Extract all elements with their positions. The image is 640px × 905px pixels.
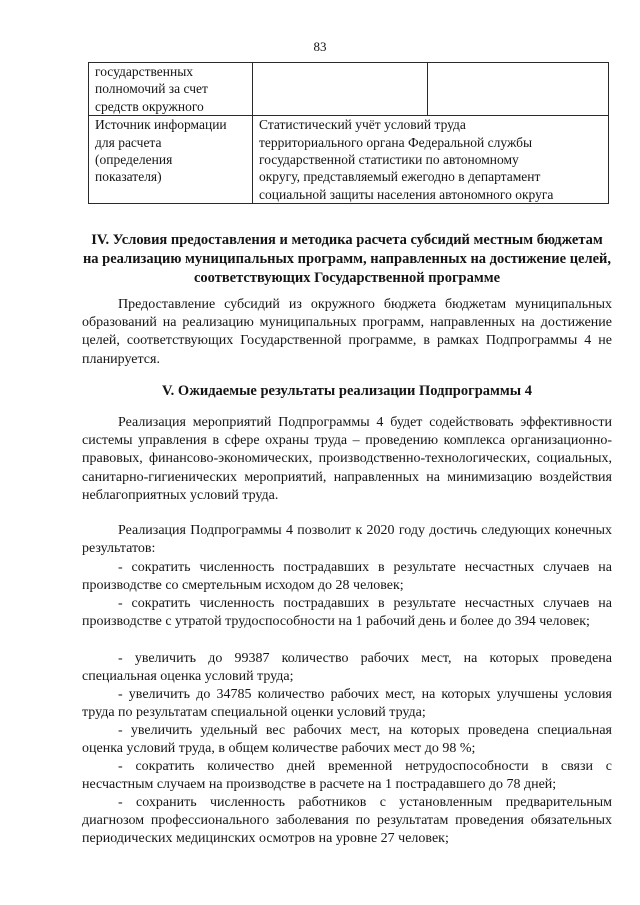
- table-cell: [253, 63, 428, 116]
- paragraph-text: Предоставление субсидий из окружного бюджета бюджетам муниципальных образований на реализацию муниципальных программ, направленных на достижение целей, соответствующих Государственной программе, в рамках Подпрограммы 4 не планируется.: [82, 297, 612, 367]
- section-4-heading: IV. Условия предоставления и методика расчета субсидий местным бюджетам на реализацию муниципальных программ, направленных на достижение целей, соответствующих Государственной программе: [82, 232, 612, 286]
- paragraph-text: Реализация Подпрограммы 4 позволит к 2020 году достичь следующих конечных результатов:: [82, 523, 612, 557]
- section-4-paragraph: [82, 296, 612, 369]
- list-item: [82, 722, 612, 758]
- table-row: [89, 116, 609, 204]
- list-item-text: - сократить количество дней временной нетрудоспособности в связи с несчастным случаем на производстве в расчете на 1 пострадавшего до 78 дней;: [82, 759, 612, 793]
- list-item: [82, 559, 612, 595]
- list-item-text: - сократить численность пострадавших в результате несчастных случаев на производстве с утратой трудоспособности на 1 рабочий день и более до 394 человек;: [82, 596, 612, 630]
- page-number: 83: [313, 39, 327, 54]
- list-item-text: - сократить численность пострадавших в результате несчастных случаев на производстве со смертельным исходом до 28 человек;: [82, 560, 612, 594]
- table-cell: [253, 116, 609, 204]
- table-cell: [89, 116, 253, 204]
- paragraph-text: Реализация мероприятий Подпрограммы 4 будет содействовать эффективности системы управления в сфере охраны труда – проведению комплекса организационно-правовых, финансово-экономических, производственно-технологических, социальных, санитарно-гигиенических мероприятий, направленных на минимизацию воздействия неблагоприятных условий труда.: [82, 415, 612, 503]
- list-item: [82, 794, 612, 849]
- list-item: [82, 686, 612, 722]
- list-item: [82, 650, 612, 686]
- indicator-table: [88, 62, 609, 204]
- list-item-text: - увеличить до 99387 количество рабочих мест, на которых проведена специальная оценка условий труда;: [82, 651, 612, 685]
- list-item-text: - сохранить численность работников с установленным предварительным диагнозом профессионального заболевания по результатам проведения обязательных периодических медицинских осмотров на уровне 27 человек;: [82, 795, 612, 847]
- list-item-text: - увеличить удельный вес рабочих мест, на которых проведена специальная оценка условий труда, в общем количестве рабочих мест до 98 %;: [82, 723, 612, 757]
- cell-text: государственных полномочий за счет средств окружного: [95, 64, 208, 114]
- table-row: [89, 63, 609, 116]
- cell-text: Статистический учёт условий труда территориального органа Федеральной службы государственной статистики по автономному округу, представляемый ежегодно в департамент социальной защиты населения автономного округа: [259, 117, 554, 202]
- list-item-text: - увеличить до 34785 количество рабочих мест, на которых улучшены условия труда по результатам специальной оценки условий труда;: [82, 687, 612, 721]
- section-5-paragraph-2: [82, 522, 612, 558]
- list-item: [82, 758, 612, 794]
- table-cell: [428, 63, 609, 116]
- table-cell: [89, 63, 253, 116]
- section-5-paragraph-1: [82, 414, 612, 505]
- list-item: [82, 595, 612, 631]
- section-5-heading: V. Ожидаемые результаты реализации Подпрограммы 4: [162, 383, 532, 399]
- cell-text: Источник информации для расчета (определения показателя): [95, 117, 227, 185]
